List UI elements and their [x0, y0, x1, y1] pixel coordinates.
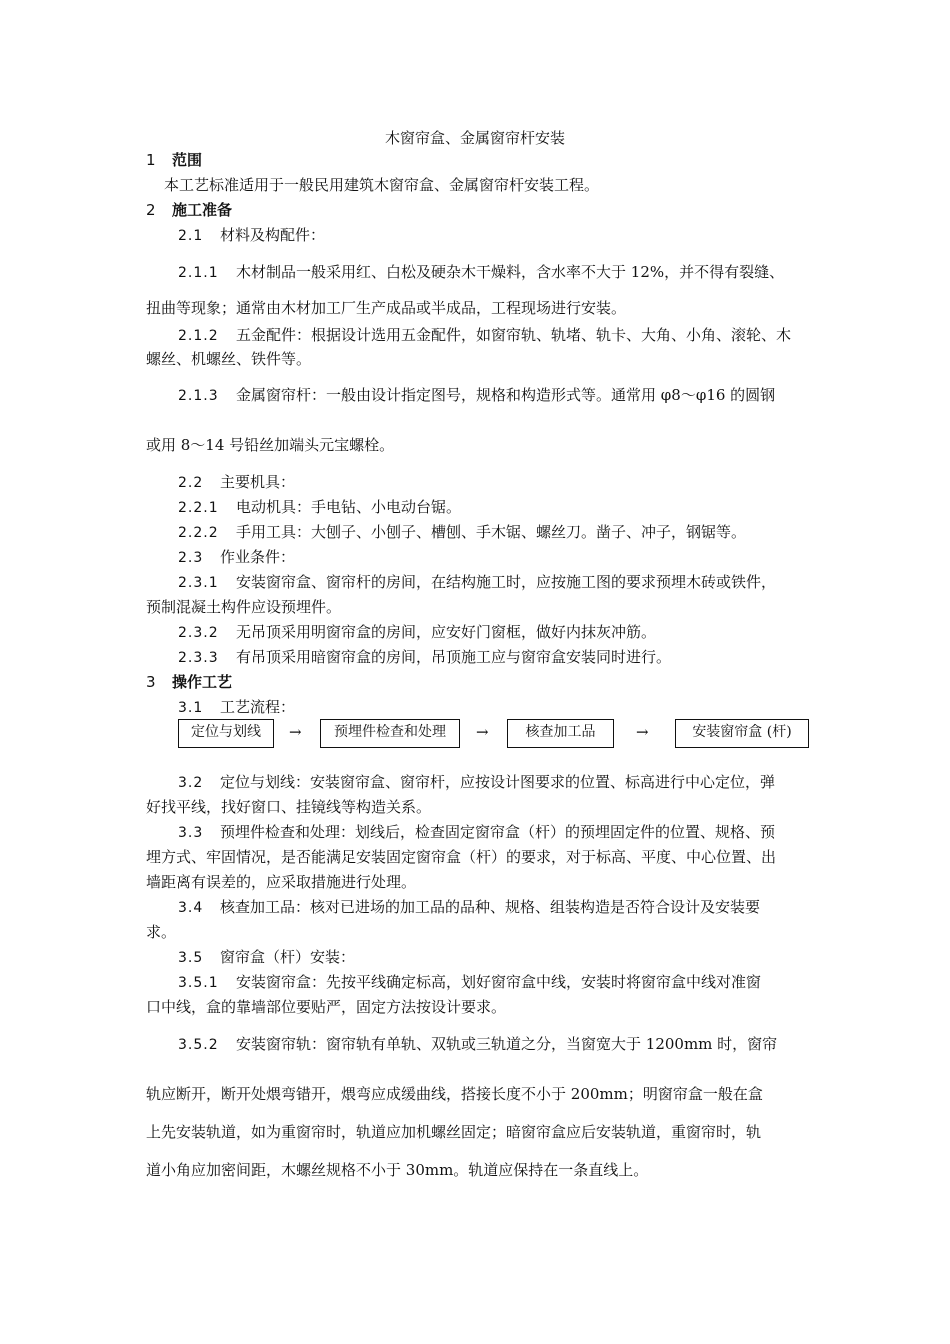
item-number: 3.3 [178, 825, 204, 841]
section-2-heading [146, 200, 232, 220]
item-3-5-2-cont-2: 上先安装轨道，如为重窗帘时，轨道应加机螺丝固定；暗窗帘盒应后安装轨道，重窗帘时，轨 [146, 1123, 762, 1141]
section-title: 操作工艺 [172, 673, 233, 691]
item-number: 3.5.1 [178, 975, 219, 991]
flow-step-positioning: 定位与划线 [178, 719, 274, 748]
item-3-2-cont: 好找平线，找好窗口、挂镜线等构造关系。 [146, 798, 432, 816]
item-text: 定位与划线：安装窗帘盒、窗帘杆，应按设计图要求的位置、标高进行中心定位，弹 [220, 773, 776, 791]
item-number: 2.3.3 [178, 650, 219, 666]
item-text: 核查加工品：核对已进场的加工品的品种、规格、组装构造是否符合设计及安装要 [220, 898, 761, 916]
flow-arrow: → [476, 723, 489, 741]
item-number: 2.1.1 [178, 265, 219, 281]
item-number: 2.1 [178, 228, 204, 244]
item-2-1 [178, 225, 325, 246]
item-number: 2.1.2 [178, 328, 219, 344]
item-3-3-cont-2: 墙距离有误差的，应采取措施进行处理。 [146, 873, 417, 891]
item-text: 金属窗帘杆：一般由设计指定图号，规格和构造形式等。通常用 φ8～φ16 的圆钢 [236, 386, 776, 404]
item-text: 五金配件：根据设计选用五金配件，如窗帘轨、轨堵、轨卡、大角、小角、滚轮、木 [236, 326, 792, 344]
item-text: 安装窗帘轨：窗帘轨有单轨、双轨或三轨道之分，当窗宽大于 1200mm 时，窗帘 [236, 1035, 778, 1053]
item-2-3 [178, 547, 295, 568]
item-number: 2.3 [178, 550, 204, 566]
item-2-3-1 [178, 572, 776, 593]
item-text: 窗帘盒（杆）安装： [220, 948, 356, 966]
item-number: 2.3.2 [178, 625, 219, 641]
section-3-heading [146, 672, 232, 692]
item-3-5 [178, 947, 355, 968]
item-3-3-cont-1: 埋方式、牢固情况，是否能满足安装固定窗帘盒（杆）的要求，对于标高、平度、中心位置、出 [146, 848, 777, 866]
section-number: 3 [146, 673, 156, 691]
item-text: 无吊顶采用明窗帘盒的房间，应安好门窗框，做好内抹灰冲筋。 [236, 623, 657, 641]
item-text: 材料及构配件： [220, 226, 326, 244]
item-3-5-2 [178, 1034, 777, 1055]
flow-arrow: → [636, 723, 649, 741]
item-number: 3.2 [178, 775, 204, 791]
section-1-text: 本工艺标准适用于一般民用建筑木窗帘盒、金属窗帘杆安装工程。 [164, 176, 600, 194]
item-number: 3.5 [178, 950, 204, 966]
item-3-1 [178, 697, 295, 718]
item-3-4 [178, 897, 760, 918]
item-text: 主要机具： [220, 473, 296, 491]
item-number: 3.5.2 [178, 1037, 219, 1053]
item-2-1-2 [178, 325, 791, 346]
item-2-3-1-cont: 预制混凝土构件应设预埋件。 [146, 598, 342, 616]
item-number: 2.2.2 [178, 525, 219, 541]
item-3-5-2-cont-1: 轨应断开，断开处煨弯错开，煨弯应成缓曲线，搭接长度不小于 200mm；明窗帘盒一般在盒 [146, 1085, 763, 1103]
item-3-4-cont: 求。 [146, 923, 177, 941]
item-number: 2.1.3 [178, 388, 219, 404]
item-2-1-2-cont: 螺丝、机螺丝、铁件等。 [146, 350, 312, 368]
item-text: 有吊顶采用暗窗帘盒的房间，吊顶施工应与窗帘盒安装同时进行。 [236, 648, 672, 666]
item-text: 预埋件检查和处理：划线后，检查固定窗帘盒（杆）的预埋固定件的位置、规格、预 [220, 823, 776, 841]
item-3-5-1 [178, 972, 761, 993]
item-3-3 [178, 822, 775, 843]
item-number: 2.3.1 [178, 575, 219, 591]
item-2-3-3 [178, 647, 671, 668]
item-text: 作业条件： [220, 548, 296, 566]
item-text: 电动机具：手电钻、小电动台锯。 [236, 498, 462, 516]
item-number: 3.4 [178, 900, 204, 916]
item-2-1-3-cont: 或用 8～14 号铅丝加端头元宝螺栓。 [146, 436, 395, 454]
item-2-2-1 [178, 497, 461, 518]
item-text: 安装窗帘盒：先按平线确定标高，划好窗帘盒中线，安装时将窗帘盒中线对准窗 [236, 973, 762, 991]
flow-step-embedded-parts: 预埋件检查和处理 [320, 719, 460, 748]
section-number: 1 [146, 151, 156, 169]
item-2-3-2 [178, 622, 656, 643]
item-2-1-1 [178, 262, 784, 283]
item-number: 3.1 [178, 700, 204, 716]
item-text: 工艺流程： [220, 698, 296, 716]
item-3-5-1-cont: 口中线，盒的靠墙部位要贴严，固定方法按设计要求。 [146, 998, 507, 1016]
item-2-2 [178, 472, 295, 493]
item-number: 2.2.1 [178, 500, 219, 516]
item-number: 2.2 [178, 475, 204, 491]
item-2-2-2 [178, 522, 746, 543]
section-title: 范围 [172, 151, 203, 169]
flow-step-install: 安装窗帘盒 (杆) [675, 719, 809, 748]
item-text: 手用工具：大刨子、小刨子、槽刨、手木锯、螺丝刀。凿子、冲子，钢锯等。 [236, 523, 747, 541]
section-number: 2 [146, 201, 156, 219]
item-2-1-1-cont: 扭曲等现象；通常由木材加工厂生产成品或半成品，工程现场进行安装。 [146, 299, 627, 317]
item-text: 安装窗帘盒、窗帘杆的房间，在结构施工时，应按施工图的要求预埋木砖或铁件， [236, 573, 777, 591]
item-3-2 [178, 772, 775, 793]
item-text: 木材制品一般采用红、白松及硬杂木干燥料，含水率不大于 12%，并不得有裂缝、 [236, 263, 785, 281]
item-3-5-2-cont-3: 道小角应加密间距，木螺丝规格不小于 30mm。轨道应保持在一条直线上。 [146, 1161, 649, 1179]
flow-arrow: → [289, 723, 302, 741]
item-2-1-3 [178, 385, 775, 406]
section-1-heading [146, 150, 202, 170]
section-title: 施工准备 [172, 201, 233, 219]
flow-step-check-products: 核查加工品 [507, 719, 614, 748]
document-title: 木窗帘盒、金属窗帘杆安装 [384, 129, 565, 147]
